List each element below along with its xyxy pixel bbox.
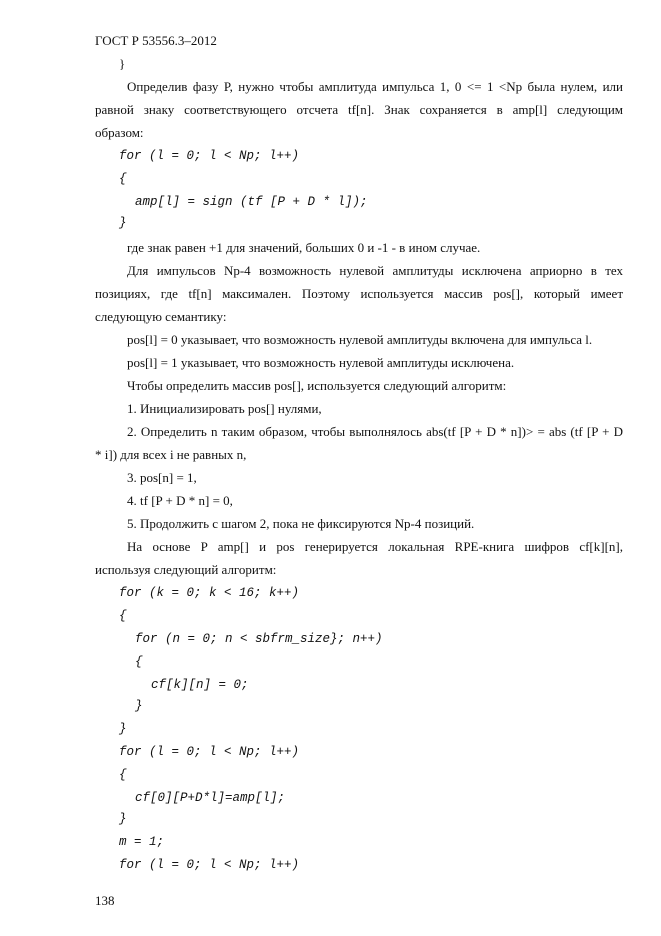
code-line: amp[l] = sign (tf [P + D * l]); [135,195,368,209]
paragraph-line: используя следующий алгоритм: [95,562,277,577]
list-item: 2. Определить n таким образом, чтобы выполнялось abs(tf [P + D * n])> = abs (tf [P + D [127,424,623,439]
code-line: } [135,699,143,713]
code-line: { [119,172,127,186]
code-line: } [119,722,127,736]
code-line: for (l = 0; l < Np; l++) [119,149,300,163]
code-line: cf[0][P+D*l]=amp[l]; [135,791,286,805]
code-line: cf[k][n] = 0; [151,678,249,692]
list-item: 4. tf [P + D * n] = 0, [127,493,233,508]
paragraph-line: pos[l] = 0 указывает, что возможность нулевой амплитуды включена для импульса l. [127,332,593,347]
paragraph-line: Определив фазу P, нужно чтобы амплитуда импульса 1, 0 <= 1 <Np была нулем, или [127,79,623,94]
code-line: for (l = 0; l < Np; l++) [119,858,300,872]
paragraph-line: Чтобы определить массив pos[], используется следующий алгоритм: [127,378,507,393]
paragraph-line: pos[l] = 1 указывает, что возможность нулевой амплитуды исключена. [127,355,515,370]
code-line: { [119,768,127,782]
code-line: { [135,655,143,669]
page-number: 138 [95,893,115,908]
paragraph-line: позициях, где tf[n] максимален. Поэтому используется массив pos[], который имеет [95,286,623,301]
code-line: for (n = 0; n < sbfrm_size}; n++) [135,632,383,646]
code-line: } [119,216,127,230]
list-item: 1. Инициализировать pos[] нулями, [127,401,322,416]
paragraph-line: равной знаку соответствующего отсчета tf[n]. Знак сохраняется в amp[l] следующим [95,102,623,117]
list-item: 3. pos[n] = 1, [127,470,197,485]
code-line: for (l = 0; l < Np; l++) [119,745,300,759]
paragraph-line: следующую семантику: [95,309,227,324]
code-line: for (k = 0; k < 16; k++) [119,586,300,600]
list-item: * i]) для всех i не равных n, [95,447,247,462]
paragraph-line: образом: [95,125,144,140]
code-line: { [119,609,127,623]
code-line: m = 1; [119,835,165,849]
paragraph-line: Для импульсов Np-4 возможность нулевой амплитуды исключена априорно в тех [127,263,623,278]
paragraph-line: На основе P amp[] и pos генерируется локальная RPE-книга шифров cf[k][n], [127,539,623,554]
list-item: 5. Продолжить с шагом 2, пока не фиксируются Np-4 позиций. [127,516,475,531]
code-line: } [119,812,127,826]
text-line: } [119,56,126,71]
paragraph-line: где знак равен +1 для значений, больших 0 и -1 - в ином случае. [127,240,481,255]
page-header: ГОСТ Р 53556.3–2012 [95,33,217,48]
